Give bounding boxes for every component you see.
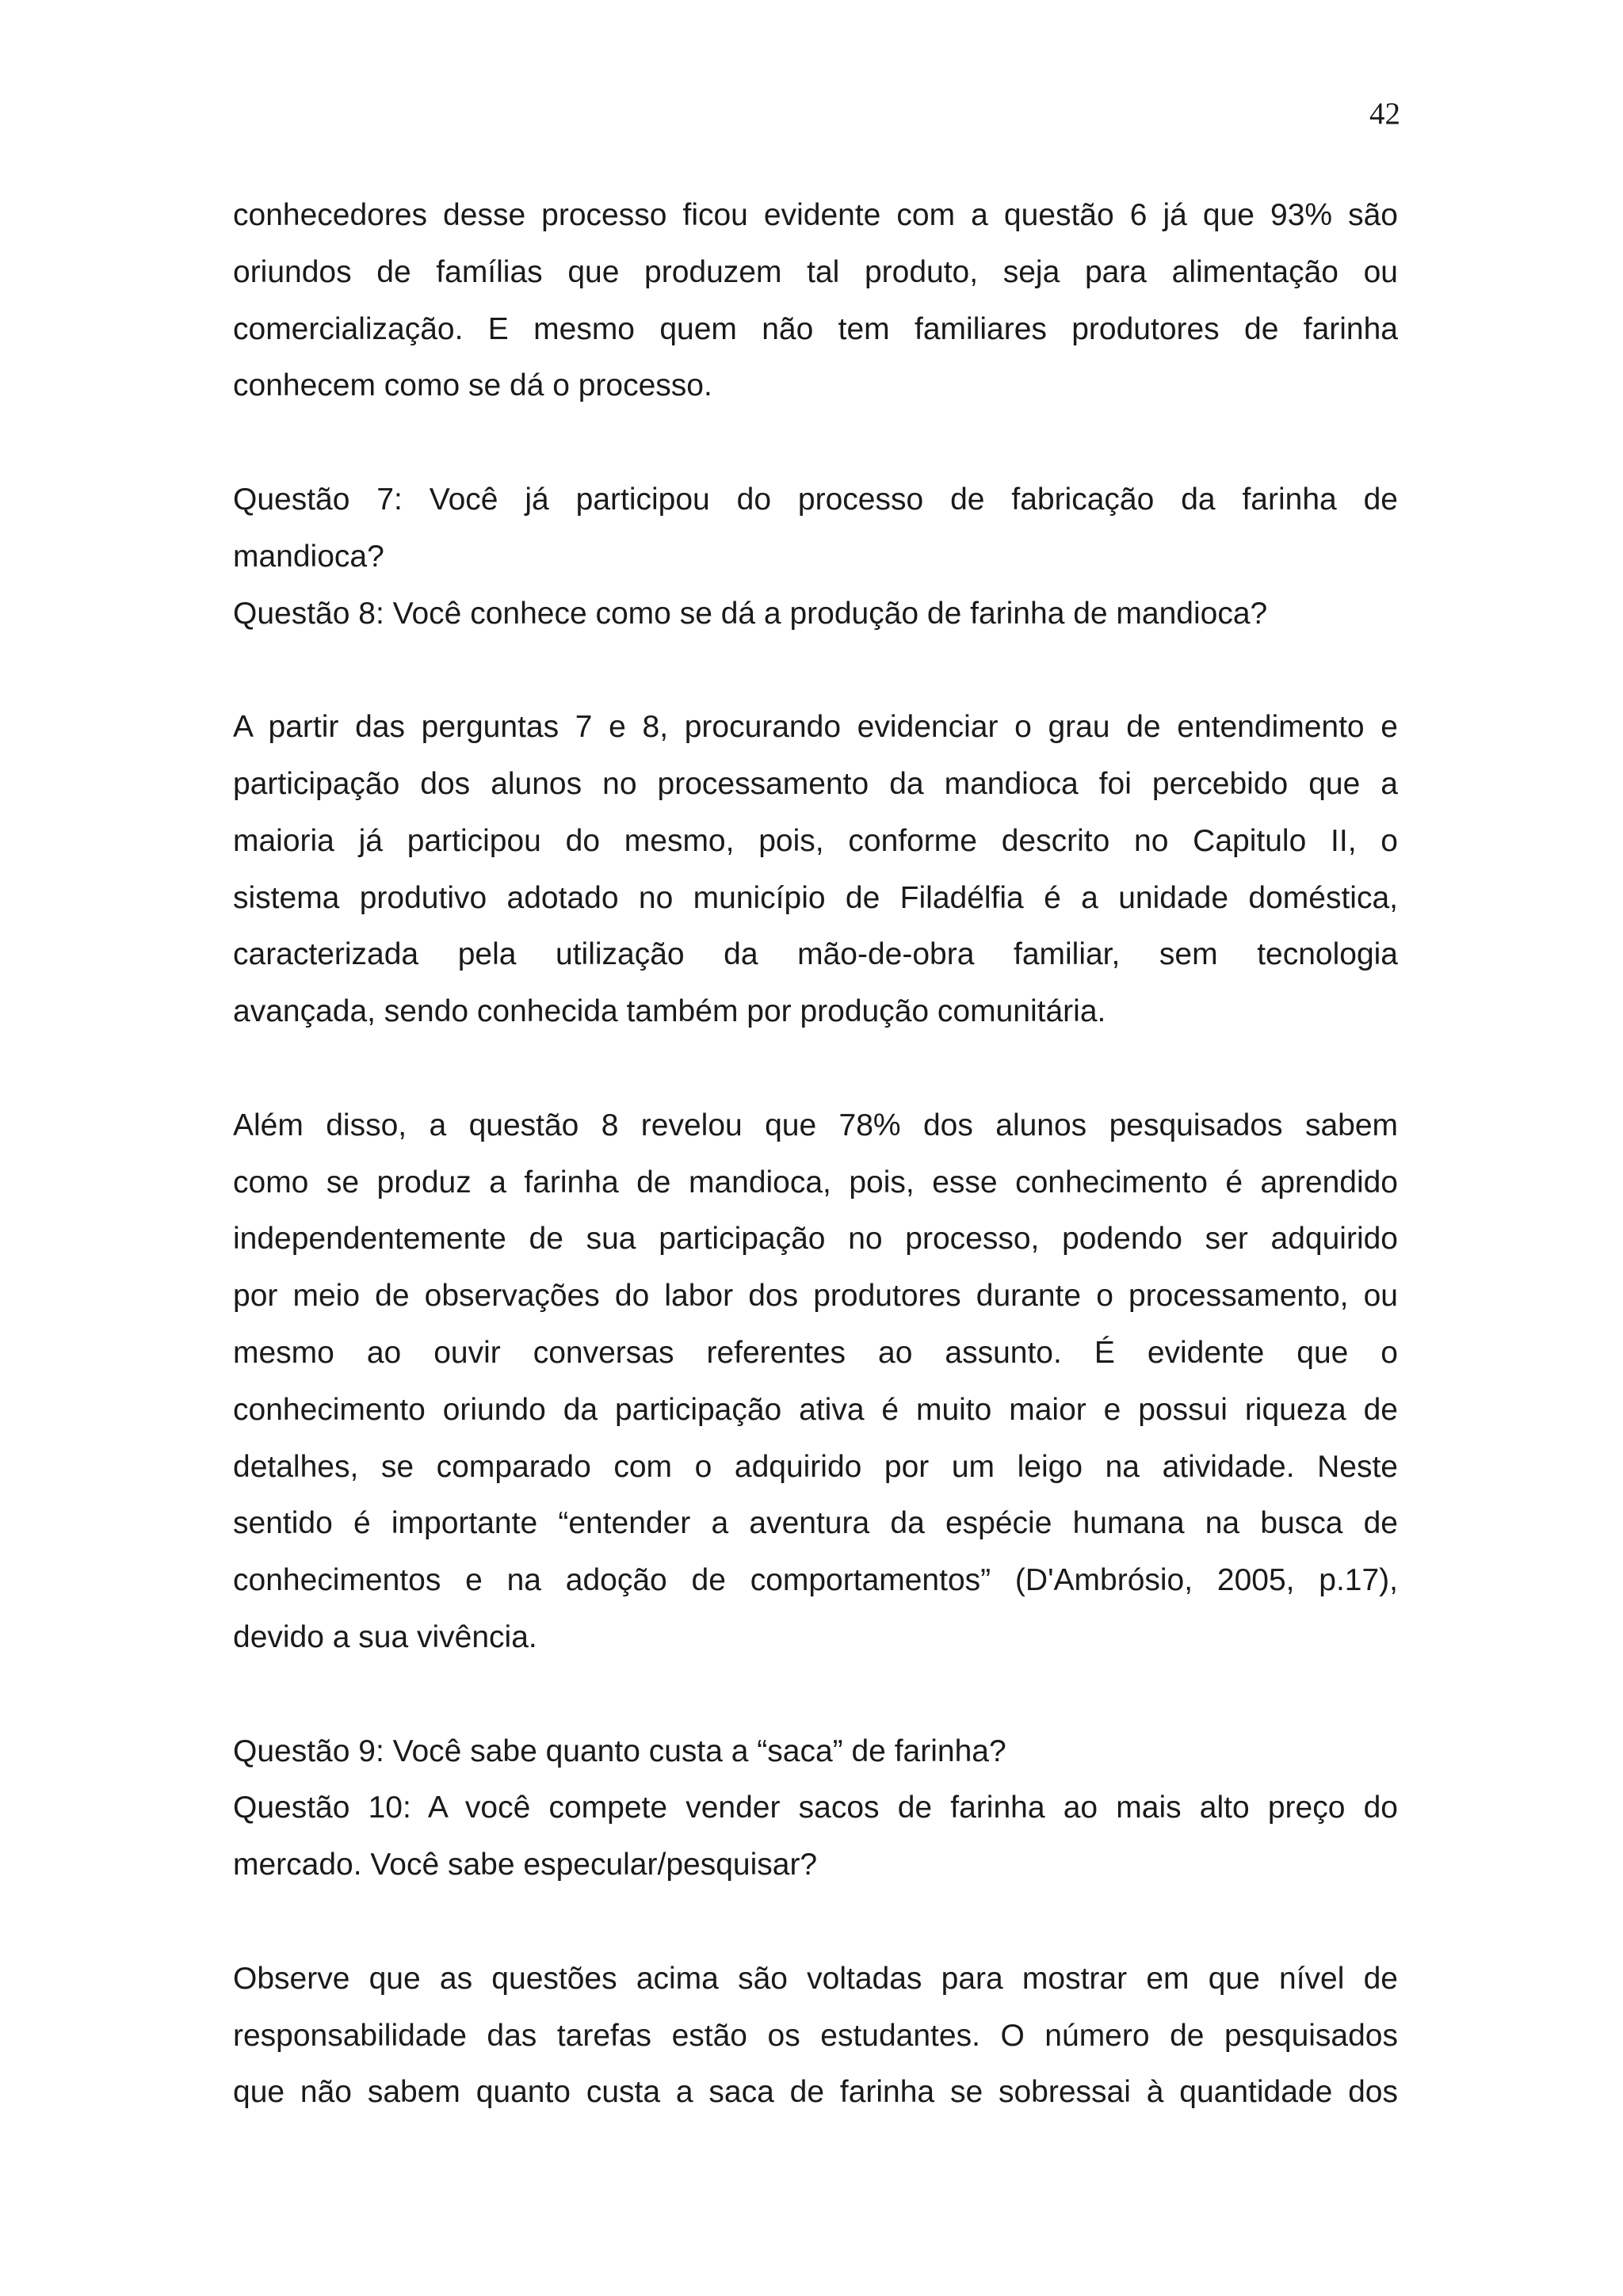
question-7-line: mandioca? [233, 539, 384, 574]
question-8-line: Questão 8: Você conhece como se dá a produção de farinha de mandioca? [233, 596, 1268, 631]
paragraph-continuation [233, 187, 1398, 414]
text-line: por meio de observações do labor dos produtores durante o processamento, ou [233, 1279, 1398, 1314]
text-line: sistema produtivo adotado no município de Filadélfia é a unidade doméstica, [233, 880, 1398, 915]
text-line: conhecimento oriundo da participação ativa é muito maior e possui riqueza de [233, 1392, 1398, 1427]
page-body [233, 187, 1398, 2121]
text-line: detalhes, se comparado com o adquirido por um leigo na atividade. Neste [233, 1449, 1398, 1484]
text-line: caracterizada pela utilização da mão-de-obra familiar, sem tecnologia [233, 937, 1398, 972]
question-10-line: mercado. Você sabe especular/pesquisar? [233, 1848, 818, 1882]
question-10-line: Questão 10: A você compete vender sacos de farinha ao mais alto preço do [233, 1791, 1398, 1825]
text-line: A partir das perguntas 7 e 8, procurando evidenciar o grau de entendimento e [233, 710, 1398, 745]
text-line: que não sabem quanto custa a saca de farinha se sobressai à quantidade dos [233, 2075, 1398, 2110]
question-9-line: Questão 9: Você sabe quanto custa a “saca” de farinha? [233, 1733, 1006, 1768]
paragraph-question-8-result [233, 1097, 1398, 1666]
text-line: devido a sua vivência. [233, 1619, 537, 1654]
text-line: conhecem como se dá o processo. [233, 368, 712, 403]
text-line: Observe que as questões acima são voltadas para mostrar em que nível de [233, 1961, 1398, 1996]
text-line: Além disso, a questão 8 revelou que 78% dos alunos pesquisados sabem [233, 1108, 1398, 1142]
question-7-line: Questão 7: Você já participou do processo de fabricação da farinha de [233, 482, 1398, 517]
text-line: maioria já participou do mesmo, pois, conforme descrito no Capitulo II, o [233, 823, 1398, 858]
text-line: independentemente de sua participação no processo, podendo ser adquirido [233, 1222, 1398, 1257]
text-line: conhecedores desse processo ficou evidente com a questão 6 já que 93% são [233, 198, 1398, 232]
page-number: 42 [1369, 97, 1400, 131]
text-line: participação dos alunos no processamento da mandioca foi percebido que a [233, 766, 1398, 801]
paragraph-analysis-7-8 [233, 699, 1398, 1040]
questions-9-10 [233, 1723, 1398, 1894]
text-line: mesmo ao ouvir conversas referentes ao assunto. É evidente que o [233, 1335, 1398, 1370]
paragraph-questions-9-10-analysis [233, 1951, 1398, 2121]
questions-7-8 [233, 471, 1398, 642]
text-line: como se produz a farinha de mandioca, pois, esse conhecimento é aprendido [233, 1165, 1398, 1199]
text-line: sentido é importante “entender a aventura da espécie humana na busca de [233, 1506, 1398, 1541]
text-line: responsabilidade das tarefas estão os estudantes. O número de pesquisados [233, 2018, 1398, 2053]
text-line: conhecimentos e na adoção de comportamentos” (D'Ambrósio, 2005, p.17), [233, 1563, 1398, 1598]
text-line: oriundos de famílias que produzem tal produto, seja para alimentação ou [233, 254, 1398, 289]
text-line: avançada, sendo conhecida também por produção comunitária. [233, 994, 1106, 1029]
text-line: comercialização. E mesmo quem não tem familiares produtores de farinha [233, 311, 1398, 346]
